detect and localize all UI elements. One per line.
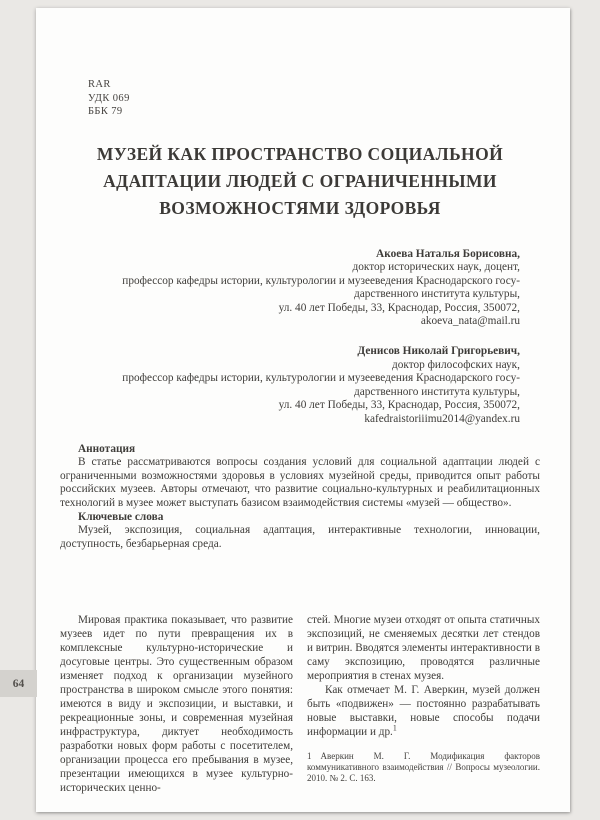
author-affiliation-line: профессор кафедры истории, культурологии и музееведения Краснодарского госу- xyxy=(122,372,520,385)
meta-udk: УДК 069 xyxy=(88,92,130,104)
author-name: Акоева Наталья Борисовна, xyxy=(376,247,520,260)
meta-rar: RAR xyxy=(88,79,111,90)
author-block-2 xyxy=(60,345,520,427)
keywords-text: Музей, экспозиция, социальная адаптация, интерактивные технологии, инновации, доступность, безбарьерная среда. xyxy=(60,524,540,550)
body-paragraph xyxy=(307,683,540,739)
body-columns xyxy=(60,613,540,795)
body-paragraph: стей. Многие музеи отходят от опыта статичных экспозиций, не сменяемых десятки лет стендов и витрин. Вводятся элементы интерактивности в саму экспозицию, проводятся различные мероприятия в стенах музея. xyxy=(307,614,540,683)
author-affiliation-line: профессор кафедры истории, культурологии и музееведения Краснодарского госу- xyxy=(122,274,520,287)
footnote xyxy=(307,751,540,783)
body-paragraph: Мировая практика показывает, что развитие музеев идет по пути превращения их в комплексные культурно-исторические и досуговые центры. Это существенным образом изменяет подход к организации музейного пространства в широком смысле этого понятия: имеются в виду и экспозиции, и выставки, и рекреационные зоны, и современная музейная инфраструктура, диктует необходимость разработки новых форм работы с посетителем, организации процесса его пребывания в музее, презентации имеющихся в музее культурно-исторических ценно- xyxy=(60,614,293,795)
paragraph-text: Как отмечает М. Г. Аверкин, музей должен быть «подвижен» — постоянно разрабатывать новые выставки, новые способы подачи информации и др. xyxy=(307,684,540,739)
title-line-2: АДАПТАЦИИ ЛЮДЕЙ С ОГРАНИЧЕННЫМИ xyxy=(103,170,497,191)
footnote-reference: 1 xyxy=(392,723,397,733)
abstract-text: В статье рассматриваются вопросы создания условий для социальной адаптации людей с ограниченными возможностями здоровья в условиях музейной среды, приводится опыт работы российских музеев. Авторы отмечают, что развитие социально-культурных и реабилитационных технологий в музее может выступать базисом взаимодействия системы «музей — общество». xyxy=(60,456,540,509)
abstract-section xyxy=(60,443,540,552)
keywords-heading: Ключевые слова xyxy=(78,510,164,523)
footnote-number: 1 xyxy=(307,751,312,762)
author-affiliation-line: доктор исторических наук, доцент, xyxy=(352,261,520,274)
author-block-1 xyxy=(60,248,520,330)
author-name: Денисов Николай Григорьевич, xyxy=(357,345,520,358)
article-meta xyxy=(88,78,540,119)
author-email: kafedraistoriiimu2014@yandex.ru xyxy=(364,413,520,426)
author-address-line: ул. 40 лет Победы, 33, Краснодар, Россия, 350072, xyxy=(278,301,520,314)
article-title xyxy=(60,141,540,222)
title-line-3: ВОЗМОЖНОСТЯМИ ЗДОРОВЬЯ xyxy=(159,197,441,218)
page-number-tab xyxy=(0,670,37,697)
author-affiliation-line: доктор философских наук, xyxy=(391,358,520,371)
page-number: 64 xyxy=(12,677,25,690)
author-address-line: ул. 40 лет Победы, 33, Краснодар, Россия, 350072, xyxy=(278,399,520,412)
title-line-1: МУЗЕЙ КАК ПРОСТРАНСТВО СОЦИАЛЬНОЙ xyxy=(96,143,504,164)
meta-bbk: ББК 79 xyxy=(88,106,123,117)
footnote-text: Аверкин М. Г. Модификация факторов коммуникативного взаимодействия // Вопросы музеологии. 2010. № 2. С. 163. xyxy=(307,751,540,783)
author-email: akoeva_nata@mail.ru xyxy=(420,315,520,328)
author-affiliation-line: дарственного института культуры, xyxy=(354,288,520,301)
journal-page xyxy=(36,8,570,812)
body-column-right xyxy=(307,613,540,795)
abstract-heading: Аннотация xyxy=(78,442,136,455)
author-affiliation-line: дарственного института культуры, xyxy=(354,385,520,398)
body-column-left xyxy=(60,613,293,795)
